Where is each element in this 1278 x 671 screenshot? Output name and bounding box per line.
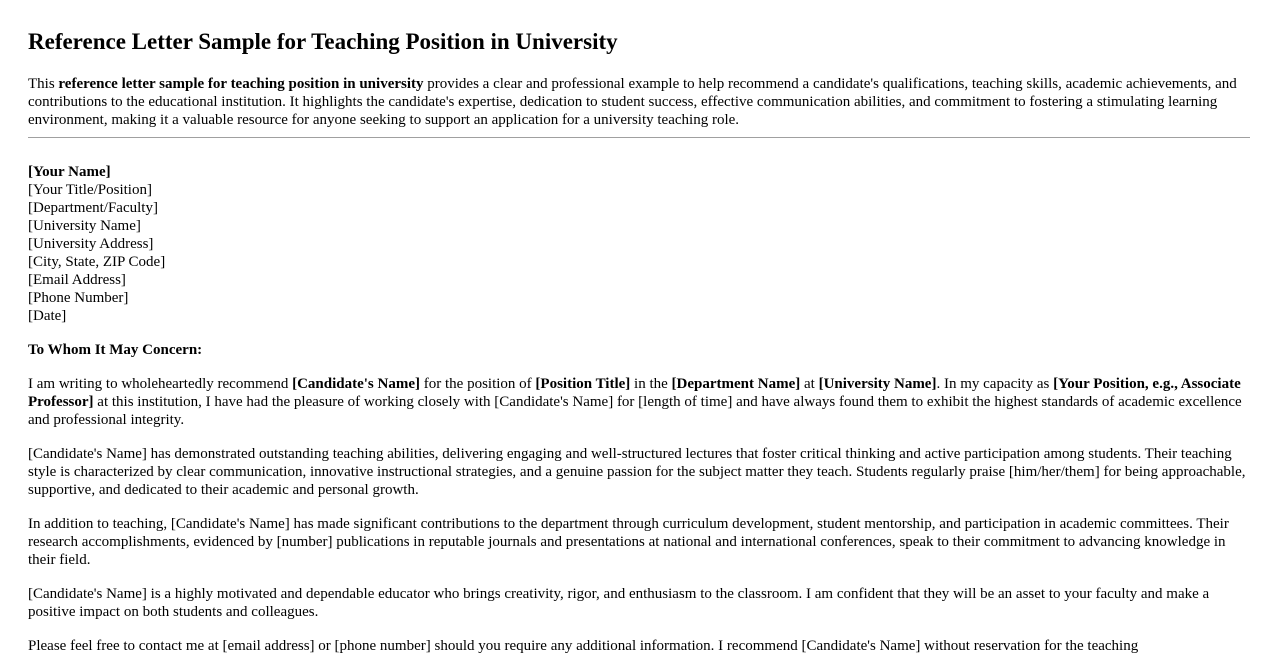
p1-text-6: at this institution, I have had the pleasure of working closely with [Candidate's Name] for [length of time] and have always found them to exhibit the highest standards of academic excellence and professional integrity. — [28, 394, 1242, 428]
letter-paragraph-5: Please feel free to contact me at [email address] or [phone number] should you require any additional information. I recommend [Candidate's Name] without reservation for the teaching — [28, 638, 1139, 654]
p1-text-1: I am writing to wholeheartedly recommend — [28, 376, 293, 392]
p1-your-position: [Your Position, e.g., Associate Professor] — [28, 376, 1241, 410]
sender-name: [Your Name] — [28, 164, 111, 180]
letter-paragraph-1 — [28, 375, 1250, 429]
sender-title: [Your Title/Position] — [28, 182, 152, 198]
letter-body — [28, 375, 1250, 671]
intro-bold-phrase: reference letter sample for teaching position in university — [58, 76, 424, 92]
letter-paragraph-3: In addition to teaching, [Candidate's Name] has made significant contributions to the department through curriculum development, student mentorship, and participation in academic committees. Their research accomplishments, evidenced by [number] publications in reputable journals and presentations at national and international conferences, speak to their commitment to advancing knowledge in their field. — [28, 516, 1229, 568]
sender-department: [Department/Faculty] — [28, 200, 158, 216]
sender-block — [28, 163, 165, 325]
sender-city-state-zip: [City, State, ZIP Code] — [28, 254, 166, 270]
intro-text-start: This — [28, 76, 59, 92]
sender-university: [University Name] — [28, 218, 141, 234]
letter-paragraph-2: [Candidate's Name] has demonstrated outstanding teaching abilities, delivering engaging and well-structured lectures that foster critical thinking and active participation among students. Their teaching style is characterized by clear communication, innovative instructional strategies, and a genuine passion for the subject matter they teach. Students regularly praise [him/her/them] for being approachable, supportive, and dedicated to their academic and personal growth. — [28, 446, 1246, 498]
p1-text-2: for the position of — [420, 376, 536, 392]
intro-paragraph — [28, 75, 1250, 129]
p1-text-5: . In my capacity as — [936, 376, 1054, 392]
p1-text-3: in the — [630, 376, 672, 392]
letter-paragraph-4: [Candidate's Name] is a highly motivated and dependable educator who brings creativity, rigor, and enthusiasm to the classroom. I am confident that they will be an asset to your faculty and make a positive impact on both students and colleagues. — [28, 586, 1210, 620]
intro-text-rest: provides a clear and professional example to help recommend a candidate's qualifications, teaching skills, academic achievements, and contributions to the educational institution. It highlights the candidate's expertise, dedication to student success, effective communication abilities, and commitment to fostering a stimulating learning environment, making it a valuable resource for anyone seeking to support an application for a university teaching role. — [28, 76, 1237, 128]
sender-date: [Date] — [28, 308, 67, 324]
sender-phone: [Phone Number] — [28, 290, 129, 306]
p1-university-name: [University Name] — [818, 376, 937, 392]
p1-department-name: [Department Name] — [671, 376, 801, 392]
sender-email: [Email Address] — [28, 272, 126, 288]
p1-text-4: at — [800, 376, 819, 392]
section-divider — [28, 137, 1250, 138]
letter-greeting: To Whom It May Concern: — [28, 342, 203, 358]
p1-candidate-name: [Candidate's Name] — [292, 376, 421, 392]
p1-position-title: [Position Title] — [535, 376, 631, 392]
page-title: Reference Letter Sample for Teaching Position in University — [28, 29, 618, 54]
sender-address: [University Address] — [28, 236, 154, 252]
